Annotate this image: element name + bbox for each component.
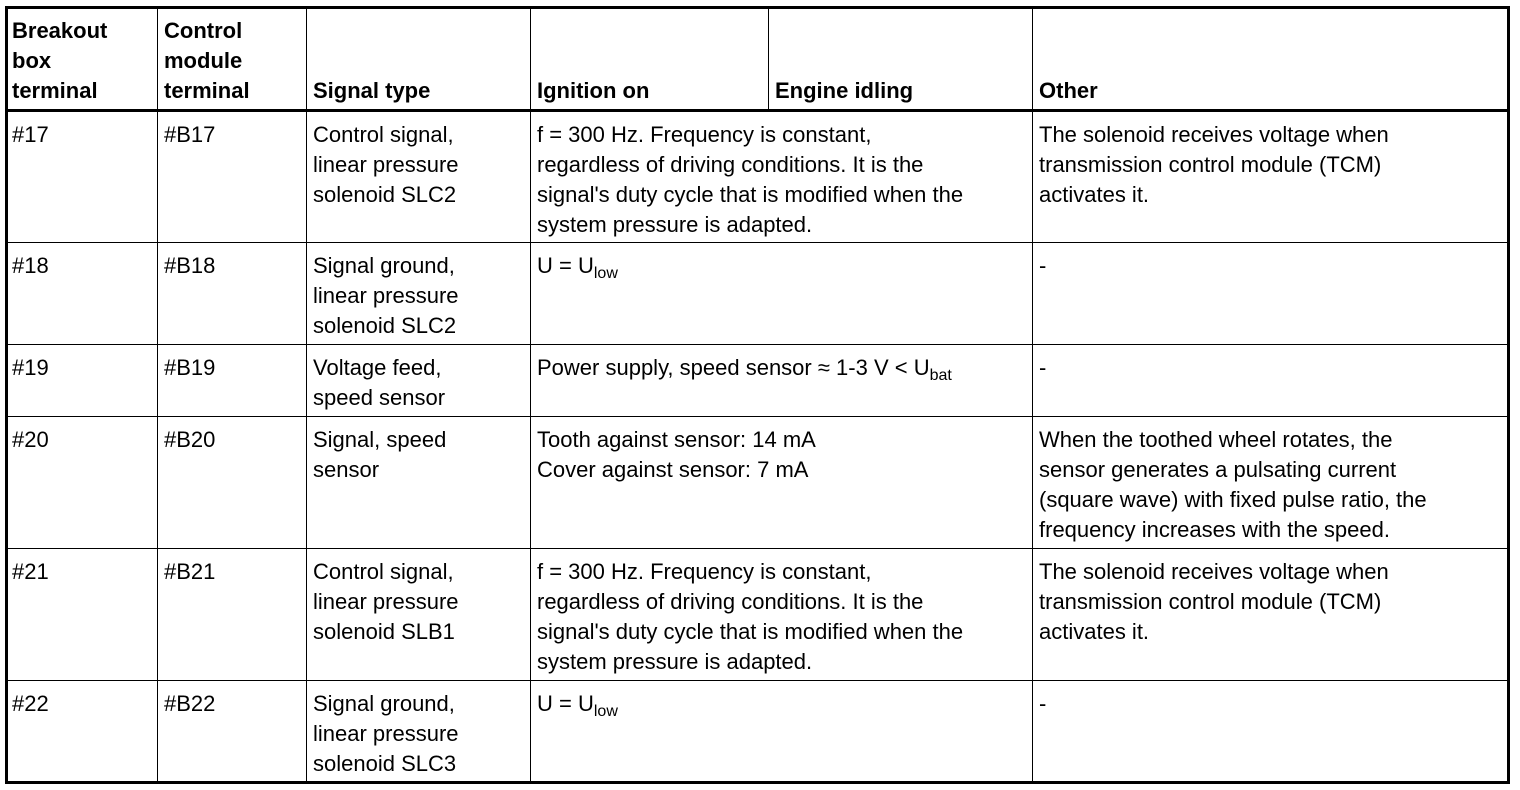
control-terminal-cell: #B21: [158, 549, 307, 681]
header-breakout-box-terminal: Breakout box terminal: [7, 8, 158, 111]
breakout-terminal-cell: #19: [7, 345, 158, 417]
table-row: [7, 681, 1509, 783]
signal-type-cell: Signal ground, linear pressure solenoid SLC2: [307, 243, 531, 345]
other-cell: The solenoid receives voltage when transmission control module (TCM) activates it.: [1033, 111, 1509, 243]
other-cell: When the toothed wheel rotates, the sensor generates a pulsating current (square wave) with fixed pulse ratio, the frequency increases with the speed.: [1033, 417, 1509, 549]
other-cell: -: [1033, 681, 1509, 783]
header-ignition-on: Ignition on: [531, 8, 769, 111]
other-cell: -: [1033, 243, 1509, 345]
other-cell: -: [1033, 345, 1509, 417]
header-control-module-terminal: Control module terminal: [158, 8, 307, 111]
table-row: [7, 417, 1509, 549]
signal-type-cell: Voltage feed, speed sensor: [307, 345, 531, 417]
ignition-engine-cell: f = 300 Hz. Frequency is constant, regardless of driving conditions. It is the signal's duty cycle that is modified when the system pressure is adapted.: [531, 549, 1033, 681]
header-other: Other: [1033, 8, 1509, 111]
other-cell: The solenoid receives voltage when transmission control module (TCM) activates it.: [1033, 549, 1509, 681]
table-row: [7, 345, 1509, 417]
signal-type-cell: Control signal, linear pressure solenoid SLC2: [307, 111, 531, 243]
control-terminal-cell: #B18: [158, 243, 307, 345]
terminal-table: [5, 6, 1510, 784]
ignition-engine-cell: Power supply, speed sensor ≈ 1-3 $V < U_{bat}$: [531, 345, 1033, 417]
breakout-terminal-cell: #22: [7, 681, 158, 783]
control-terminal-cell: #B19: [158, 345, 307, 417]
ignition-engine-cell: Tooth against sensor: 14 mA Cover against sensor: 7 mA: [531, 417, 1033, 549]
header-row: [7, 8, 1509, 111]
breakout-terminal-cell: #17: [7, 111, 158, 243]
header-engine-idling: Engine idling: [769, 8, 1033, 111]
signal-type-cell: Signal, speed sensor: [307, 417, 531, 549]
ignition-engine-cell: f = 300 Hz. Frequency is constant, regardless of driving conditions. It is the signal's duty cycle that is modified when the system pressure is adapted.: [531, 111, 1033, 243]
table-row: [7, 243, 1509, 345]
control-terminal-cell: #B20: [158, 417, 307, 549]
ignition-engine-cell: $U = U_{low}$: [531, 681, 1033, 783]
ignition-engine-cell: $U = U_{low}$: [531, 243, 1033, 345]
breakout-terminal-cell: #21: [7, 549, 158, 681]
signal-type-cell: Signal ground, linear pressure solenoid SLC3: [307, 681, 531, 783]
breakout-terminal-cell: #18: [7, 243, 158, 345]
table-row: [7, 549, 1509, 681]
control-terminal-cell: #B22: [158, 681, 307, 783]
control-terminal-cell: #B17: [158, 111, 307, 243]
signal-type-cell: Control signal, linear pressure solenoid SLB1: [307, 549, 531, 681]
table-row: [7, 111, 1509, 243]
breakout-terminal-cell: #20: [7, 417, 158, 549]
header-signal-type: Signal type: [307, 8, 531, 111]
